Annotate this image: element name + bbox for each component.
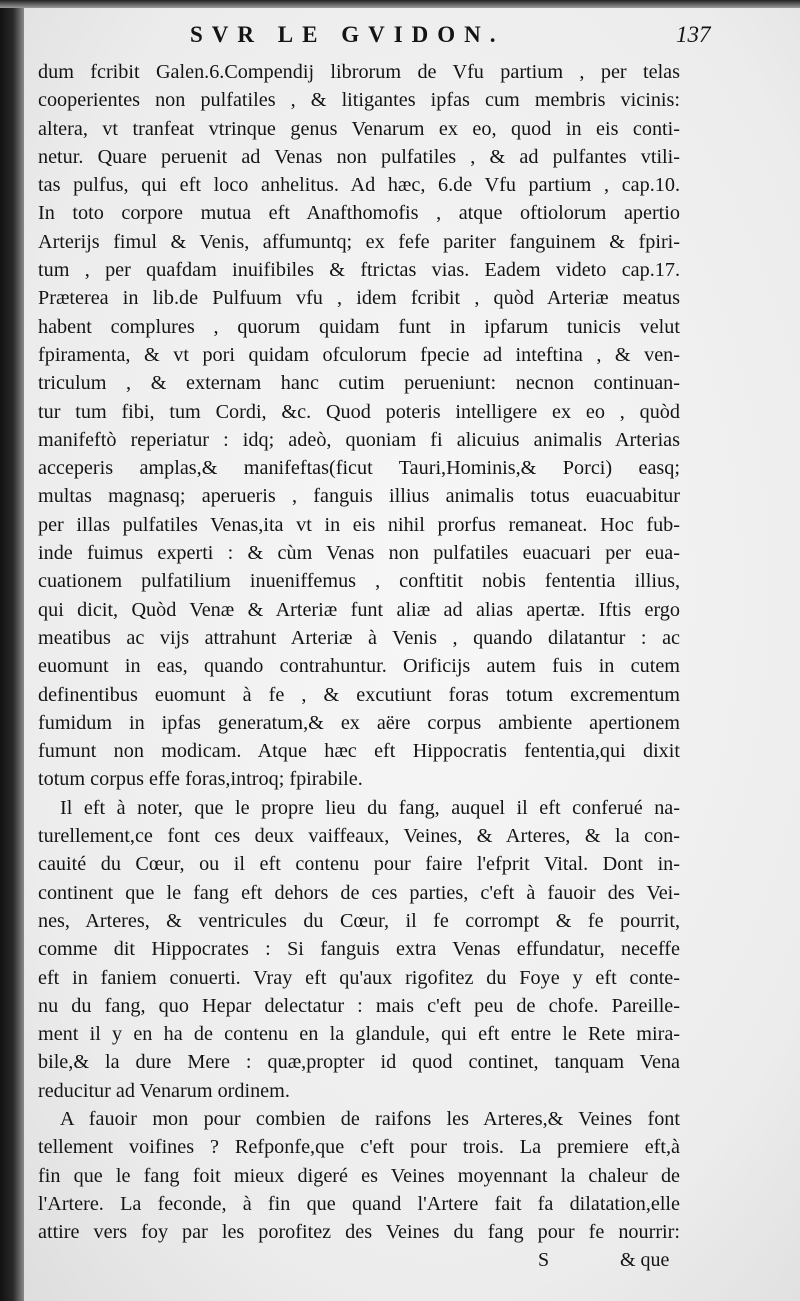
- text-line: totum corpus effe foras,introq; fpirabile.: [38, 768, 363, 791]
- text-line: manifeftò reperiatur : idq; adeò, quoniam fi alicuius animalis Arterias: [38, 428, 680, 451]
- text-line: attire vers foy par les porofitez des Veines du fang pour fe nourrir:: [38, 1221, 680, 1244]
- text-line: fumunt non modicam. Atque hæc eft Hippocratis fententia,qui dixit: [38, 740, 680, 763]
- text-line: inde fuimus experti : & cùm Venas non pulfatiles euacuari per eua-: [38, 542, 680, 565]
- text-line: dum fcribit Galen.6.Compendij librorum de Vfu partium , per telas: [38, 61, 680, 83]
- text-line: l'Artere. La feconde, à fin que quand l'Artere fait fa dilatation,elle: [38, 1192, 680, 1215]
- text-line: meatibus ac vijs attrahunt Arteriæ à Venis , quando dilatantur : ac: [38, 626, 680, 649]
- text-line: euomunt in eas, quando contrahuntur. Orificijs autem fuis in cutem: [38, 655, 680, 678]
- text-line: continent que le fang eft dehors de ces parties, c'eft à fauoir des Vei-: [38, 881, 680, 904]
- text-line: tur tum fibi, tum Cordi, &c. Quod poteris intelligere ex eo , quòd: [38, 400, 680, 423]
- text-line: fpiramenta, & vt pori quidam ofculorum fpecie ad inteftina , & ven-: [38, 343, 680, 366]
- text-line: cauité du Cœur, ou il eft contenu pour faire l'efprit Vital. Dont in-: [38, 853, 680, 876]
- text-line: cooperientes non pulfatiles , & litigantes ipfas cum membris vicinis:: [38, 89, 680, 112]
- text-line: acceperis amplas,& manifeftas(ficut Tauri,Hominis,& Porci) easq;: [38, 457, 680, 480]
- text-line: Il eft à noter, que le propre lieu du fang, auquel il eft conferué na-: [60, 796, 680, 819]
- text-line: per illas pulfatiles Venas,ita vt in eis nihil prorfus remaneat. Hoc fub-: [38, 513, 680, 536]
- text-line: comme dit Hippocrates : Si fanguis extra Venas effundatur, neceffe: [38, 938, 680, 961]
- page-number: 137: [676, 22, 711, 47]
- text-line: habent complures , quorum quidam funt in ipfarum tunicis velut: [38, 315, 680, 338]
- text-line: triculum , & externam hanc cutim perueniunt: necnon continuan-: [38, 372, 680, 395]
- text-line: tellement voifines ? Refponfe,que c'eft pour trois. La premiere eft,à: [38, 1136, 680, 1159]
- binding-shadow: [0, 0, 24, 1301]
- text-line: In toto corpore mutua eft Anafthomofis , atque oftiolorum apertio: [38, 202, 680, 225]
- text-line: Præterea in lib.de Pulfuum vfu , idem fcribit , quòd Arteriæ meatus: [38, 287, 680, 310]
- text-block: [38, 58, 680, 1246]
- running-head: SVR LE GVIDON.: [190, 22, 505, 47]
- text-line: tas pulfus, qui eft loco anhelitus. Ad hæc, 6.de Vfu partium , cap.10.: [38, 174, 680, 197]
- text-line: netur. Quare peruenit ad Venas non pulfatiles , & ad pulfantes vtili-: [38, 145, 680, 168]
- text-line: fumidum in ipfas generatum,& ex aëre corpus ambiente apertionem: [38, 711, 680, 734]
- text-line: nes, Arteres, & ventricules du Cœur, il fe corrompt & fe pourrit,: [38, 909, 680, 932]
- text-line: reducitur ad Venarum ordinem.: [38, 1079, 290, 1102]
- text-line: tum , per quafdam inuifibiles & ftrictas vias. Eadem videto cap.17.: [38, 259, 680, 282]
- text-line: qui dicit, Quòd Venæ & Arteriæ funt aliæ ad alias apertæ. Iftis ergo: [38, 598, 680, 621]
- text-line: A fauoir mon pour combien de raifons les Arteres,& Veines font: [60, 1107, 680, 1130]
- text-line: turellement,ce font ces deux vaiffeaux, Veines, & Arteres, & la con-: [38, 825, 680, 848]
- text-line: cuationem pulfatilium inueniffemus , conftitit nobis fententia illius,: [38, 570, 680, 593]
- text-line: multas magnasq; aperueris , fanguis illius animalis totus euacuabitur: [38, 485, 680, 508]
- text-line: ment il y en ha de contenu en la glandule, qui eft entre le Rete mira-: [38, 1023, 680, 1046]
- text-line: altera, vt tranfeat vtrinque genus Venarum ex eo, quod in eis conti-: [38, 117, 680, 140]
- catchword: & que: [620, 1249, 670, 1271]
- text-line: nu du fang, quo Hepar delectatur : mais c'eft peu de chofe. Pareille-: [38, 994, 680, 1017]
- text-line: bile,& la dure Mere : quæ,propter id quod continet, tanquam Vena: [38, 1051, 680, 1074]
- page-footer: [0, 1249, 800, 1279]
- text-line: definentibus euomunt à fe , & excutiunt foras totum excrementum: [38, 683, 680, 706]
- top-edge-shadow: [0, 0, 800, 8]
- signature-mark: S: [538, 1249, 550, 1271]
- page-header: [0, 22, 800, 52]
- text-line: Arterijs fimul & Venis, affumuntq; ex fefe pariter fanguinem & fpiri-: [38, 230, 680, 253]
- text-line: fin que le fang foit mieux digeré es Veines moyennant la chaleur de: [38, 1164, 680, 1187]
- text-line: eft in faniem conuerti. Vray eft qu'aux rigofitez du Foye y eft conte-: [38, 966, 680, 989]
